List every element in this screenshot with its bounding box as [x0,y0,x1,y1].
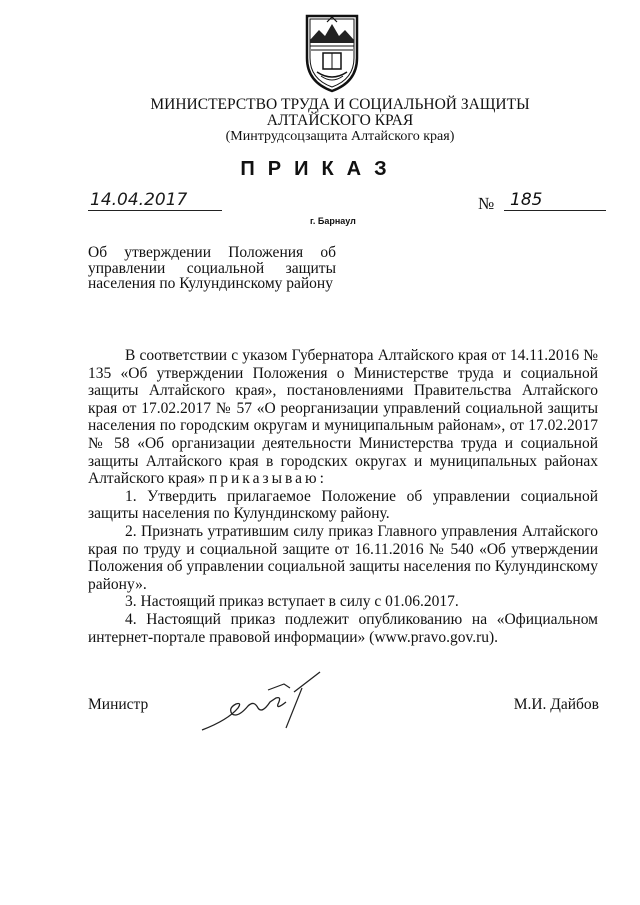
intro-paragraph [88,347,598,488]
order-number: 185 [504,190,606,211]
ministry-name-line1: МИНИСТЕРСТВО ТРУДА И СОЦИАЛЬНОЙ ЗАЩИТЫ [150,96,530,113]
list-item: 3. Настоящий приказ вступает в силу с 01.06.2017. [125,593,459,611]
signatory-position: Министр [88,696,149,713]
document-title: ПРИКАЗ [240,158,400,180]
coat-of-arms-icon [301,12,363,94]
intro-text: В соответствии с указом Губернатора Алтайского края от 14.11.2016 № 135 «Об утверждении Положения о Министерстве труда и социальной защиты Алтайского края», постановлениями Правительства Алтайского края от 17.02.2017 № 57 «О реорганизации управлений социальной защиты населения по городским округам и муниципальным районам», от 17.02.2017 № 58 «Об организации деятельности Министерства труда и социальной защиты Алтайского края в городских округах и муниципальных районах Алтайского края» [88,347,598,488]
order-body [88,347,598,646]
number-sign: № [478,194,495,213]
order-word: приказываю: [208,470,327,488]
signatory-name: М.И. Дайбов [513,696,599,713]
ministry-header [140,97,540,145]
order-subject: Об утверждении Положения об управлении социальной защиты населения по Кулундинскому району [88,244,336,292]
ministry-name-line2: АЛТАЙСКОГО КРАЯ [266,112,414,129]
list-item: 1. Утвердить прилагаемое Положение об управлении социальной защиты населения по Кулундинскому району. [88,487,598,523]
order-date: 14.04.2017 [88,190,222,211]
list-item: 4. Настоящий приказ подлежит опубликованию на «Официальном интернет-портале правовой информации» (www.pravo.gov.ru). [88,610,598,646]
ministry-abbreviation: (Минтрудсоцзащита Алтайского края) [225,129,455,144]
city: г. Барнаул [310,216,356,226]
list-item: 2. Признать утратившим силу приказ Главного управления Алтайского края по труду и социальной защите от 16.11.2016 № 540 «Об утверждении Положения об управлении социальной защиты населения по Кулундинскому району». [88,522,598,593]
signature-image [198,668,328,738]
